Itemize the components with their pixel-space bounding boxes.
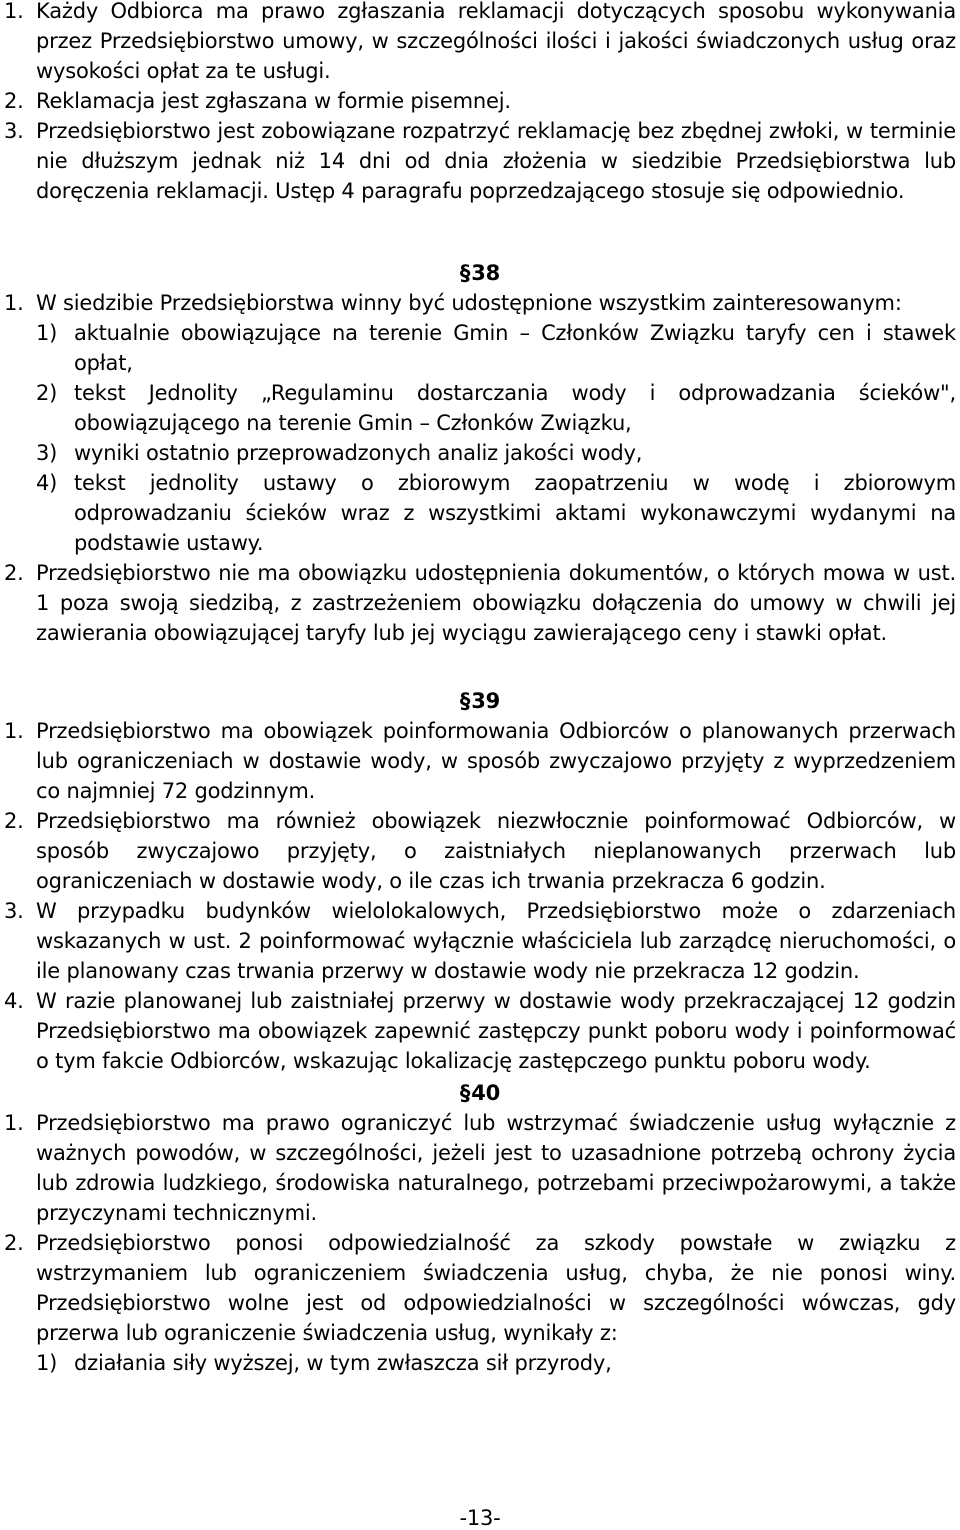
list-item [4,558,956,648]
sub-item-number: 3) [36,441,58,465]
sub-item-number: 1) [36,1351,58,1375]
paragraph-sign-icon: § [459,1081,471,1105]
item-text: Każdy Odbiorca ma prawo zgłaszania reklamacji dotyczących sposobu wykonywania przez Przedsiębiorstwo umowy, w szczególności ilości i jakości świadczonych usług oraz wysokości opłat za te usługi. [36,0,956,83]
sub-list-item [36,438,956,468]
item-text: Przedsiębiorstwo ma również obowiązek niezwłocznie poinformować Odbiorców, w sposób zwyczajowo przyjęty, o zaistniałych nieplanowanych przerwach lub ograniczeniach w dostawie wody, o ile czas ich trwania przekracza 6 godzin. [36,809,956,893]
list-item [4,1108,956,1228]
item-text: Przedsiębiorstwo ponosi odpowiedzialność za szkody powstałe w związku z wstrzymaniem lub ograniczeniem świadczenia usług, chyba, że nie ponosi winy. Przedsiębiorstwo wolne jest od odpowiedzialności w szczególności wówczas, gdy przerwa lub ograniczenie świadczenia usług, wynikały z: [36,1231,956,1345]
list-item [4,0,956,86]
list-item [4,986,956,1076]
item-number: 2. [4,561,24,585]
sub-item-number: 2) [36,381,58,405]
list-item [4,1228,956,1348]
item-number: 1. [4,719,24,743]
paragraph-sign-icon: § [459,689,471,713]
list-item [4,86,956,116]
item-number: 3. [4,119,24,143]
list-item [4,116,956,206]
sub-item-text: aktualnie obowiązujące na terenie Gmin – Członków Związku taryfy cen i stawek opłat, [74,321,956,375]
item-number: 2. [4,89,24,113]
item-text: W razie planowanej lub zaistniałej przerwy w dostawie wody przekraczającej 12 godzin Przedsiębiorstwo ma obowiązek zapewnić zastępczy punkt poboru wody i poinformować o tym fakcie Odbiorców, wskazując lokalizację zastępczego punktu poboru wody. [36,989,956,1073]
item-number: 3. [4,899,24,923]
sub-list-item [36,318,956,378]
sub-item-text: wyniki ostatnio przeprowadzonych analiz jakości wody, [74,441,643,465]
paragraph-sign-icon: § [459,261,471,285]
list-item [4,288,956,318]
section-heading-39 [4,686,956,716]
item-text: W siedzibie Przedsiębiorstwa winny być udostępnione wszystkim zainteresowanym: [36,291,902,315]
item-number: 1. [4,291,24,315]
item-number: 1. [4,1111,24,1135]
item-text: Przedsiębiorstwo ma obowiązek poinformowania Odbiorców o planowanych przerwach lub ograniczeniach w dostawie wody, w sposób zwyczajowo przyjęty z wyprzedzeniem co najmniej 72 godzinnym. [36,719,956,803]
sub-list-item [36,378,956,438]
sub-item-text: tekst jednolity ustawy o zbiorowym zaopatrzeniu w wodę i zbiorowym odprowadzaniu ścieków wraz z wszystkimi aktami wykonawczymi wydanymi na podstawie ustawy. [74,471,956,555]
item-text: Reklamacja jest zgłaszana w formie pisemnej. [36,89,511,113]
sub-item-number: 4) [36,471,58,495]
item-text: Przedsiębiorstwo nie ma obowiązku udostępnienia dokumentów, o których mowa w ust. 1 poza swoją siedzibą, z zastrzeżeniem obowiązku dołączenia do umowy w chwili jej zawierania obowiązującej taryfy lub jej wyciągu zawierającego ceny i stawki opłat. [36,561,956,645]
section-number: 38 [471,261,501,285]
sub-list-item [36,468,956,558]
item-text: W przypadku budynków wielolokalowych, Przedsiębiorstwo może o zdarzeniach wskazanych w ust. 2 poinformować wyłącznie właściciela lub zarządcę nieruchomości, o ile planowany czas trwania przerwy w dostawie wody nie przekracza 12 godzin. [36,899,956,983]
sub-item-number: 1) [36,321,58,345]
list-item [4,896,956,986]
page-number: -13- [459,1506,501,1530]
list-item [4,806,956,896]
section-heading-38 [4,258,956,288]
item-number: 2. [4,1231,24,1255]
sub-item-text: tekst Jednolity „Regulaminu dostarczania wody i odprowadzania ścieków", obowiązującego na terenie Gmin – Członków Związku, [74,381,956,435]
item-number: 2. [4,809,24,833]
item-text: Przedsiębiorstwo ma prawo ograniczyć lub wstrzymać świadczenie usług wyłącznie z ważnych powodów, w szczególności, jeżeli jest to uzasadnione potrzebą ochrony życia lub zdrowia ludzkiego, środowiska naturalnego, potrzebami przeciwpożarowymi, a także przyczynami technicznymi. [36,1111,956,1225]
page-content [4,0,956,1378]
section-number: 40 [471,1081,501,1105]
section-number: 39 [471,689,501,713]
sub-list-item [36,1348,956,1378]
list-item [4,716,956,806]
section-heading-40 [4,1078,956,1108]
item-number: 1. [4,0,24,23]
item-text: Przedsiębiorstwo jest zobowiązane rozpatrzyć reklamację bez zbędnej zwłoki, w terminie nie dłuższym jednak niż 14 dni od dnia złożenia w siedzibie Przedsiębiorstwa lub doręczenia reklamacji. Ustęp 4 paragrafu poprzedzającego stosuje się odpowiednio. [36,119,956,203]
item-number: 4. [4,989,24,1013]
sub-item-text: działania siły wyższej, w tym zwłaszcza sił przyrody, [74,1351,612,1375]
